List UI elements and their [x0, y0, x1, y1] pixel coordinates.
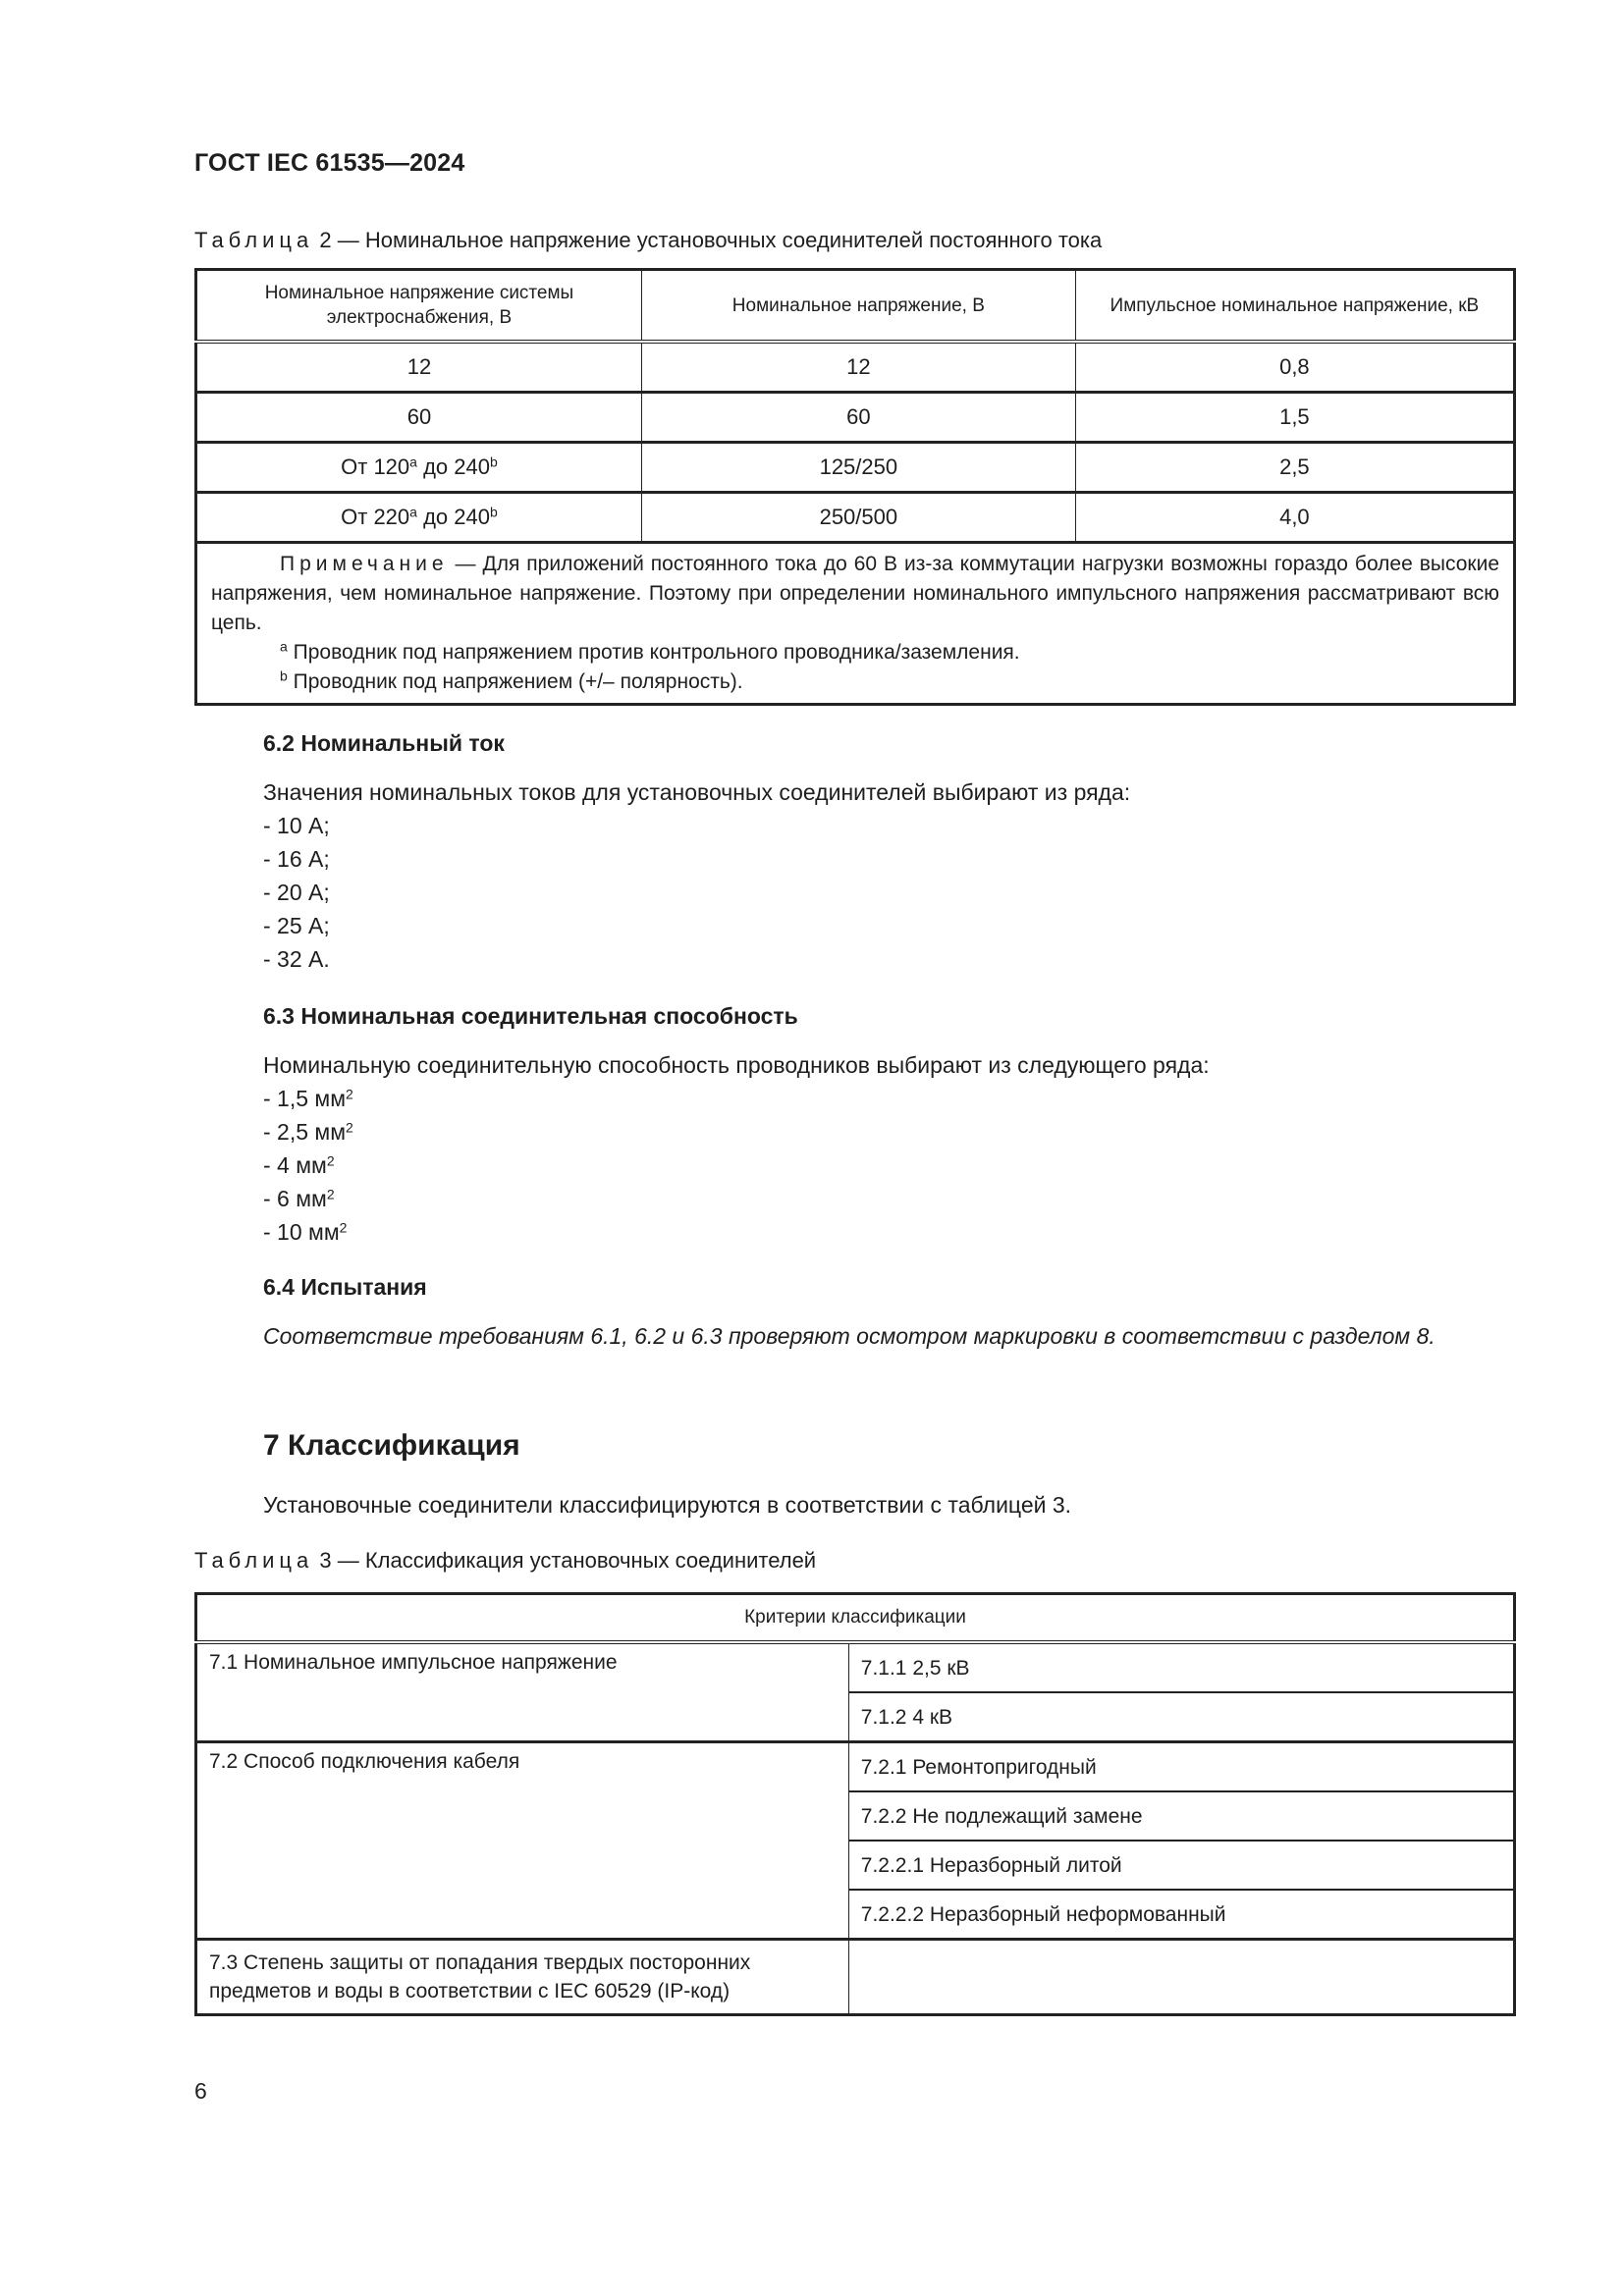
document-header: ГОСТ IEC 61535—2024 [194, 149, 465, 177]
criterion-cell: 7.2 Способ подключения кабеля [196, 1742, 849, 1940]
section-6-2-heading: 6.2 Номинальный ток [263, 730, 505, 756]
option-cell: 7.1.2 4 кВ [848, 1692, 1514, 1742]
table2-caption-title: 2 — Номинальное напряжение установочных соединителей постоянного тока [313, 228, 1103, 252]
table3-header-row [196, 1594, 1515, 1643]
cell-rated-voltage: 125/250 [641, 443, 1075, 493]
note-label: Примечание [280, 553, 449, 575]
table2-note-row [196, 543, 1515, 705]
footnote-a: $^a$ Проводник под напряжением против контрольного проводника/заземления. [280, 638, 1020, 664]
criterion-cell: 7.3 Степень защиты от попадания твердых посторонних предметов и воды в соответствии с IEC 60529 (IP-код) [196, 1940, 849, 2015]
table2-caption-prefix: Таблица [194, 228, 314, 252]
list-item: - 10 $мм^2$ [263, 1219, 348, 1245]
section-6-3-heading: 6.3 Номинальная соединительная способность [263, 1003, 798, 1029]
footnote-ref-a: a [409, 504, 417, 520]
table3-caption-prefix: Таблица [194, 1548, 314, 1573]
table2-header-rated-voltage: Номинальное напряжение, В [641, 270, 1075, 343]
cell-impulse-voltage: 0,8 [1075, 342, 1514, 393]
section-6-4-heading: 6.4 Испытания [263, 1274, 427, 1300]
page-number: 6 [194, 2078, 207, 2104]
table2-caption [194, 228, 1102, 253]
list-item: - 10 А; [263, 813, 330, 838]
section-7-heading: 7 Классификация [263, 1429, 520, 1462]
table3-header-criteria: Критерии классификации [196, 1594, 1515, 1643]
cell-system-voltage: 60 [196, 393, 642, 443]
cell-rated-voltage: 60 [641, 393, 1075, 443]
table-row [196, 493, 1515, 543]
criterion-cell: 7.1 Номинальное импульсное напряжение [196, 1642, 849, 1742]
option-cell [848, 1940, 1514, 2015]
list-item: - 1,5 $мм^2$ [263, 1086, 353, 1111]
section-6-2-intro: Значения номинальных токов для установочных соединителей выбирают из ряда: [263, 779, 1131, 805]
section-6-3-intro: Номинальную соединительную способность проводников выбирают из следующего ряда: [263, 1052, 1210, 1078]
option-cell: 7.1.1 2,5 кВ [848, 1642, 1514, 1692]
option-cell: 7.2.2 Не подлежащий замене [848, 1791, 1514, 1841]
list-item: - 2,5 $мм^2$ [263, 1119, 353, 1145]
table-row [196, 1642, 1515, 1692]
cell-impulse-voltage: 2,5 [1075, 443, 1514, 493]
table2-header-row [196, 270, 1515, 343]
footnote-ref-b: b [489, 454, 498, 470]
list-item: - 25 А; [263, 913, 330, 938]
note-text: — Для приложений постоянного тока до 60 В из-за коммутации нагрузки возможны гораздо более высокие напряжения, чем номинальное напряжение. Поэтому при определении номинального импульсного напряжения рассматривают всю цепь. [211, 553, 1499, 634]
table-row [196, 1940, 1515, 2015]
table3-caption-title: 3 — Классификация установочных соединителей [313, 1548, 817, 1573]
cell-impulse-voltage: 1,5 [1075, 393, 1514, 443]
table3-caption [194, 1548, 816, 1574]
option-cell: 7.2.1 Ремонтопригодный [848, 1742, 1514, 1792]
cell-system-voltage: 12 [196, 342, 642, 393]
table2-header-impulse-voltage: Импульсное номинальное напряжение, кВ [1075, 270, 1514, 343]
section-6-4-text: Соответствие требованиям 6.1, 6.2 и 6.3 проверяют осмотром маркировки в соответствии с разделом 8. [263, 1323, 1435, 1349]
footnote-ref-a: a [409, 454, 417, 470]
list-item: - 16 А; [263, 846, 330, 872]
table-row [196, 443, 1515, 493]
footnote-b: $^b$ Проводник под напряжением (+/– полярность). [280, 667, 743, 693]
cell-system-voltage: От 220$^a$ до 240$^b$ [196, 493, 642, 543]
list-item: - 6 $мм^2$ [263, 1186, 335, 1211]
cell-rated-voltage: 12 [641, 342, 1075, 393]
table-row [196, 393, 1515, 443]
table-row [196, 342, 1515, 393]
list-item: - 20 А; [263, 880, 330, 905]
option-cell: 7.2.2.2 Неразборный неформованный [848, 1890, 1514, 1940]
section-7-intro: Установочные соединители классифицируются в соответствии с таблицей 3. [263, 1492, 1072, 1518]
list-item: - 4 $мм^2$ [263, 1152, 335, 1178]
table2-note [196, 543, 1515, 705]
cell-impulse-voltage: 4,0 [1075, 493, 1514, 543]
list-item: - 32 А. [263, 946, 330, 972]
cell-system-voltage: От 120$^a$ до 240$^b$ [196, 443, 642, 493]
rated-current-list [263, 809, 330, 976]
cell-rated-voltage: 250/500 [641, 493, 1075, 543]
option-cell: 7.2.2.1 Неразборный литой [848, 1841, 1514, 1890]
table2-rated-voltage [194, 268, 1516, 706]
table-row [196, 1742, 1515, 1792]
footnote-ref-b: b [489, 504, 498, 520]
table2-header-system-voltage: Номинальное напряжение системы электроснабжения, В [196, 270, 642, 343]
connection-capacity-list [263, 1082, 353, 1249]
table3-classification [194, 1592, 1516, 2016]
